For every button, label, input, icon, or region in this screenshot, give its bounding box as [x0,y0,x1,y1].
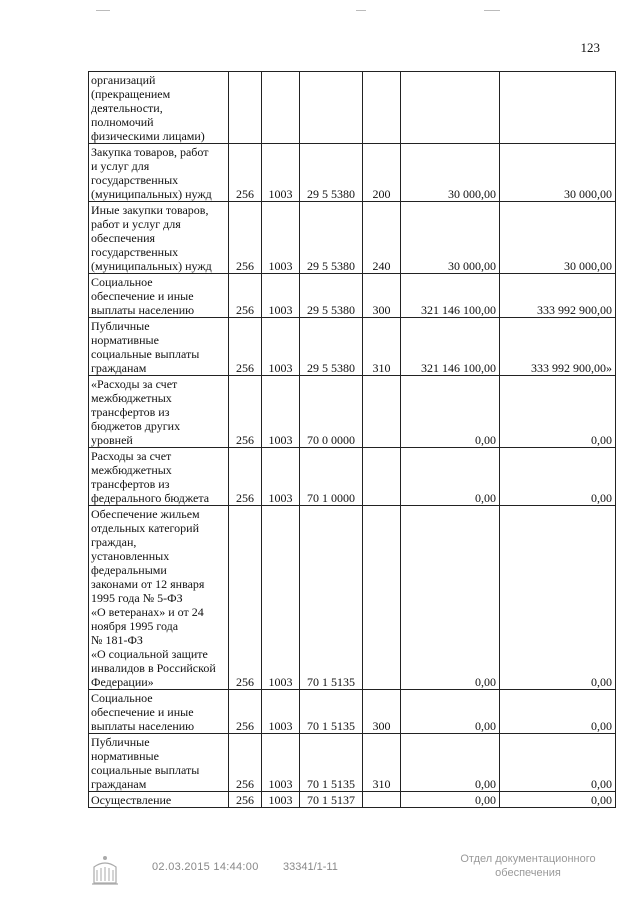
cell-name: организаций (прекращением деятельности, полномочий физическими лицами) [89,72,229,144]
cell-department-code: 256 [229,202,262,274]
cell-amount-1: 321 146 100,00 [401,274,500,318]
page-number: 123 [580,40,600,55]
cell-expense-type [363,72,401,144]
cell-expense-type: 240 [363,202,401,274]
cell-section-code: 1003 [262,448,300,506]
stamp-line-2: обеспечения [495,867,561,879]
cell-amount-1: 321 146 100,00 [401,318,500,376]
cell-section-code [262,72,300,144]
table-body [89,72,616,808]
table-row [89,792,616,808]
cell-name: Осуществление [89,792,229,808]
cell-section-code: 1003 [262,318,300,376]
cell-target-article: 70 1 0000 [300,448,363,506]
cell-section-code: 1003 [262,202,300,274]
cell-expense-type: 310 [363,734,401,792]
table-row [89,144,616,202]
cell-name: Социальное обеспечение и иные выплаты населению [89,274,229,318]
cell-amount-1: 30 000,00 [401,144,500,202]
cell-amount-2: 0,00 [500,448,616,506]
cell-amount-1: 0,00 [401,734,500,792]
cell-name: Обеспечение жильем отдельных категорий граждан, установленных федеральными законами от 12 января 1995 года № 5-ФЗ «О ветеранах» и от 24 ноября 1995 года № 181-ФЗ «О социальной защите инвалидов в Российской Федерации» [89,506,229,690]
footer-timestamp: 02.03.2015 14:44:00 [152,861,259,873]
cell-target-article: 29 5 5380 [300,318,363,376]
cell-section-code: 1003 [262,144,300,202]
footer-document-id: 33341/1-11 [283,861,338,873]
table-row [89,72,616,144]
cell-target-article: 29 5 5380 [300,144,363,202]
cell-expense-type [363,448,401,506]
cell-amount-1: 0,00 [401,690,500,734]
table-row [89,274,616,318]
scan-artifact [96,10,110,11]
cell-amount-2: 0,00 [500,734,616,792]
cell-amount-2: 0,00 [500,792,616,808]
cell-target-article: 70 1 5135 [300,690,363,734]
cell-amount-2: 333 992 900,00 [500,274,616,318]
cell-amount-2: 333 992 900,00» [500,318,616,376]
cell-department-code: 256 [229,506,262,690]
cell-target-article: 70 1 5135 [300,506,363,690]
table-row [89,690,616,734]
cell-expense-type [363,376,401,448]
table-row [89,318,616,376]
cell-department-code: 256 [229,318,262,376]
cell-target-article: 70 1 5135 [300,734,363,792]
table-row [89,734,616,792]
cell-amount-2 [500,72,616,144]
cell-amount-1: 0,00 [401,448,500,506]
cell-section-code: 1003 [262,506,300,690]
cell-section-code: 1003 [262,792,300,808]
table-row [89,376,616,448]
cell-department-code: 256 [229,690,262,734]
cell-amount-1: 0,00 [401,376,500,448]
cell-name: Публичные нормативные социальные выплаты гражданам [89,734,229,792]
cell-amount-2: 0,00 [500,376,616,448]
cell-amount-1: 0,00 [401,506,500,690]
stamp-line-1: Отдел документационного [460,853,596,865]
cell-department-code: 256 [229,274,262,318]
cell-section-code: 1003 [262,734,300,792]
cell-expense-type: 300 [363,690,401,734]
cell-department-code: 256 [229,448,262,506]
cell-department-code: 256 [229,376,262,448]
cell-amount-1: 30 000,00 [401,202,500,274]
cell-target-article: 29 5 5380 [300,202,363,274]
cell-section-code: 1003 [262,690,300,734]
cell-amount-2: 0,00 [500,690,616,734]
scan-artifact [356,10,366,11]
cell-target-article: 70 1 5137 [300,792,363,808]
cell-target-article: 29 5 5380 [300,274,363,318]
table-row [89,202,616,274]
cell-name: «Расходы за счет межбюджетных трансфертов из бюджетов других уровней [89,376,229,448]
cell-name: Расходы за счет межбюджетных трансфертов из федерального бюджета [89,448,229,506]
table-row [89,506,616,690]
cell-amount-2: 30 000,00 [500,202,616,274]
cell-name: Социальное обеспечение и иные выплаты населению [89,690,229,734]
cell-name: Иные закупки товаров, работ и услуг для обеспечения государственных (муниципальных) нужд [89,202,229,274]
cell-department-code [229,72,262,144]
cell-name: Закупка товаров, работ и услуг для государственных (муниципальных) нужд [89,144,229,202]
budget-table [88,71,616,808]
table-row [89,448,616,506]
cell-department-code: 256 [229,734,262,792]
cell-target-article: 70 0 0000 [300,376,363,448]
cell-expense-type [363,792,401,808]
department-stamp [448,852,608,880]
cell-section-code: 1003 [262,274,300,318]
cell-expense-type: 310 [363,318,401,376]
scan-artifact [484,10,500,11]
cell-expense-type: 200 [363,144,401,202]
cell-target-article [300,72,363,144]
cell-department-code: 256 [229,792,262,808]
cell-department-code: 256 [229,144,262,202]
cell-section-code: 1003 [262,376,300,448]
cell-expense-type: 300 [363,274,401,318]
emblem-icon [88,853,122,887]
cell-amount-2: 0,00 [500,506,616,690]
cell-name: Публичные нормативные социальные выплаты гражданам [89,318,229,376]
cell-expense-type [363,506,401,690]
cell-amount-1: 0,00 [401,792,500,808]
cell-amount-1 [401,72,500,144]
cell-amount-2: 30 000,00 [500,144,616,202]
